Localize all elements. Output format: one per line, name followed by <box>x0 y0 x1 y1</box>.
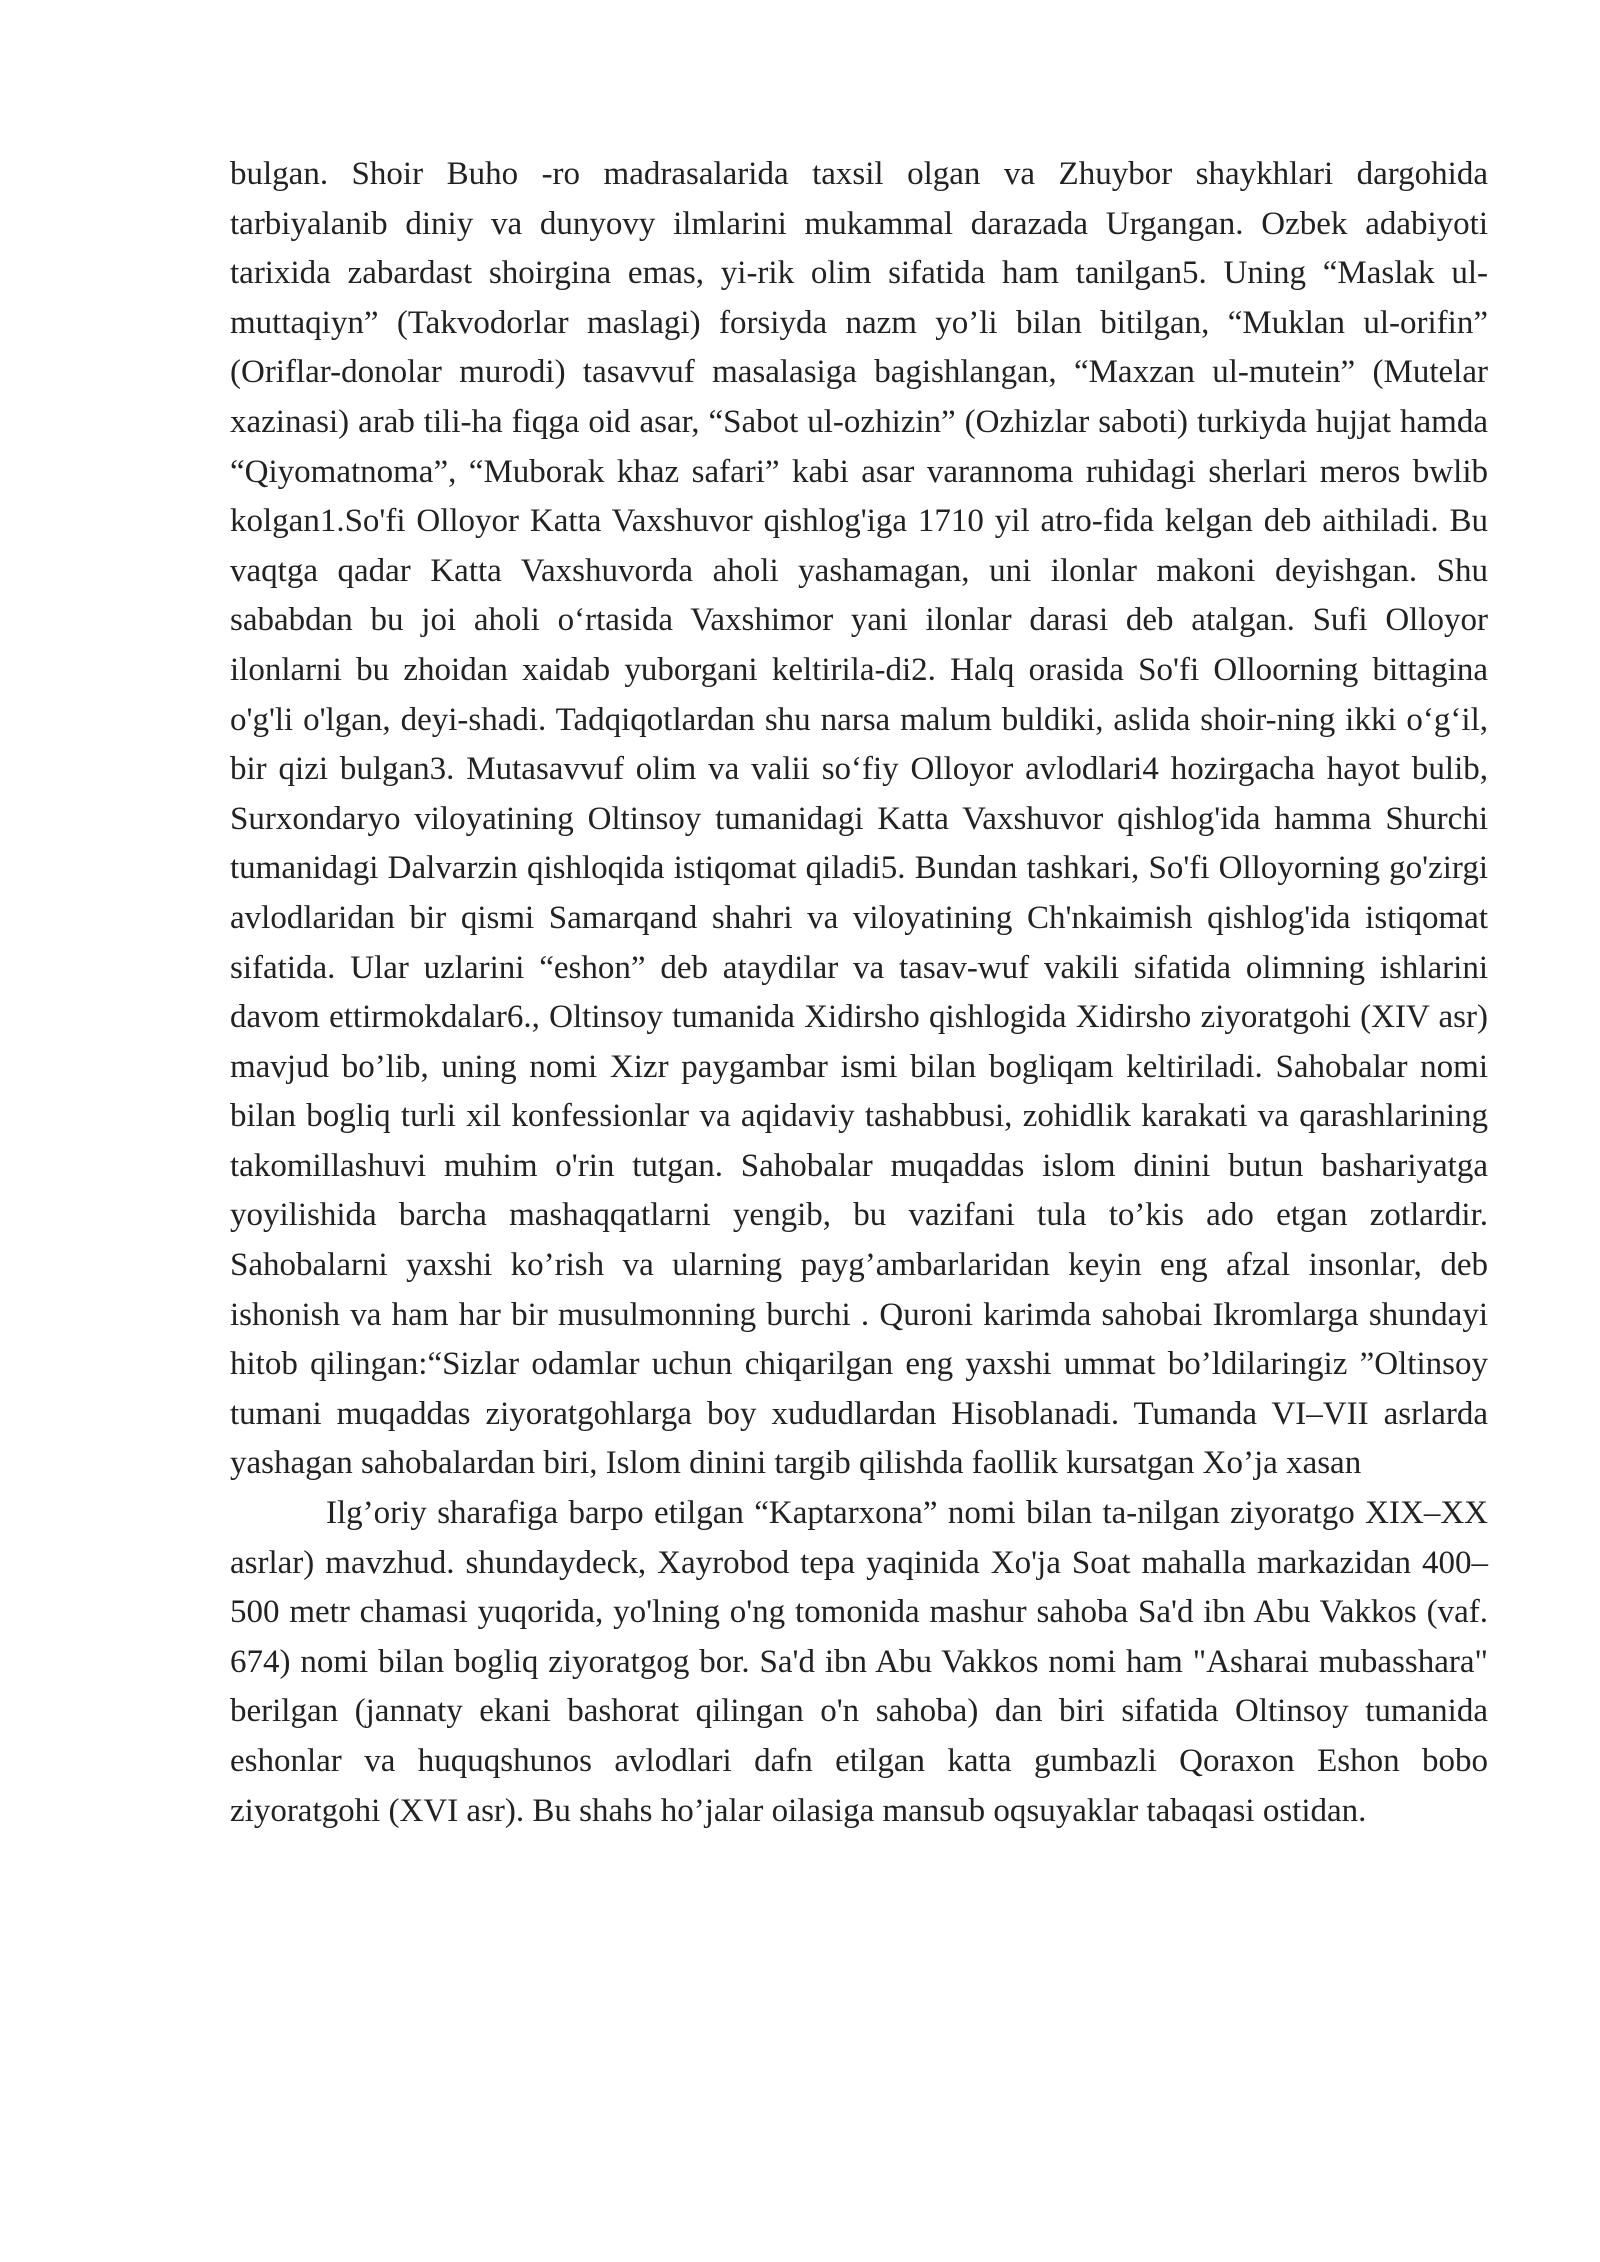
body-text <box>230 150 1488 1836</box>
paragraph-2: Ilg’oriy sharafiga barpo etilgan “Kaptarxona” nomi bilan ta-nilgan ziyoratgo XIX–XX asrlar) mavzhud. shundaydeck, Xayrobod tepa yaqinida Xo'ja Soat mahalla markazidan 400–500 metr chamasi yuqorida, yo'lning o'ng tomonida mashur sahoba Sa'd ibn Abu Vakkos (vaf. 674) nomi bilan bogliq ziyoratgog bor. Sa'd ibn Abu Vakkos nomi ham "Asharai mubasshara" berilgan (jannaty ekani bashorat qilingan o'n sahoba) dan biri sifatida Oltinsoy tumanida eshonlar va huquqshunos avlodlari dafn etilgan katta gumbazli Qoraxon Eshon bobo ziyoratgohi (XVI asr). Bu shahs ho’jalar oilasiga mansub oqsuyaklar tabaqasi ostidan. <box>230 1495 1488 1829</box>
paragraph-1: bulgan. Shoir Buho -ro madrasalarida taxsil olgan va Zhuybor shaykhlari dargohida tarbiyalanib diniy va dunyovy ilmlarini mukammal darazada Urgangan. Ozbek adabiyoti tarixida zabardast shoirgina emas, yi-rik olim sifatida ham tanilgan5. Uning “Maslak ul-muttaqiyn” (Takvodorlar maslagi) forsiyda nazm yo’li bilan bitilgan, “Muklan ul-orifin” (Oriflar-donolar murodi) tasavvuf masalasiga bagishlangan, “Maxzan ul-mutein” (Mutelar xazinasi) arab tili-ha fiqga oid asar, “Sabot ul-ozhizin” (Ozhizlar saboti) turkiyda hujjat hamda “Qiyomatnoma”, “Muborak khaz safari” kabi asar varannoma ruhidagi sherlari meros bwlib kolgan1.So'fi Olloyor Katta Vaxshuvor qishlog'iga 1710 yil atro-fida kelgan deb aithiladi. Bu vaqtga qadar Katta Vaxshuvorda aholi yashamagan, uni ilonlar makoni deyishgan. Shu sababdan bu joi aholi oʻrtasida Vaxshimor yani ilonlar darasi deb atalgan. Sufi Olloyor ilonlarni bu zhoidan xaidab yuborgani keltirila-di2. Halq orasida So'fi Olloorning bittagina o'g'li o'lgan, deyi-shadi. Tadqiqotlardan shu narsa malum buldiki, aslida shoir-ning ikki oʻgʻil, bir qizi bulgan3. Mutasavvuf olim va valii soʻfiy Olloyor avlodlari4 hozirgacha hayot bulib, Surxondaryo viloyatining Oltinsoy tumanidagi Katta Vaxshuvor qishlog'ida hamma Shurchi tumanidagi Dalvarzin qishloqida istiqomat qiladi5. Bundan tashkari, So'fi Olloyorning go'zirgi avlodlaridan bir qismi Samarqand shahri va viloyatining Ch'nkaimish qishlog'ida istiqomat sifatida. Ular uzlarini “eshon” deb ataydilar va tasav-wuf vakili sifatida olimning ishlarini davom ettirmokdalar6., Oltinsoy tumanida Xidirsho qishlogida Xidirsho ziyoratgohi (XIV asr) mavjud bo’lib, uning nomi Xizr paygambar ismi bilan bogliqam keltiriladi. Sahobalar nomi bilan bogliq turli xil konfessionlar va aqidaviy tashabbusi, zohidlik karakati va qarashlarining takomillashuvi muhim o'rin tutgan. Sahobalar muqaddas islom dinini butun bashariyatga yoyilishida barcha mashaqqatlarni yengib, bu vazifani tula to’kis ado etgan zotlardir. Sahobalarni yaxshi ko’rish va ularning payg’ambarlaridan keyin eng afzal insonlar, deb ishonish va ham har bir musulmonning burchi . Quroni karimda sahobai Ikromlarga shundayi hitob qilingan:“Sizlar odamlar uchun chiqarilgan eng yaxshi ummat bo’ldilaringiz ”Oltinsoy tumani muqaddas ziyoratgohlarga boy xududlardan Hisoblanadi. Tumanda VI–VII asrlarda yashagan sahobalardan biri, Islom dinini targib qilishda faollik kursatgan Xo’ja xasan <box>230 156 1488 1482</box>
